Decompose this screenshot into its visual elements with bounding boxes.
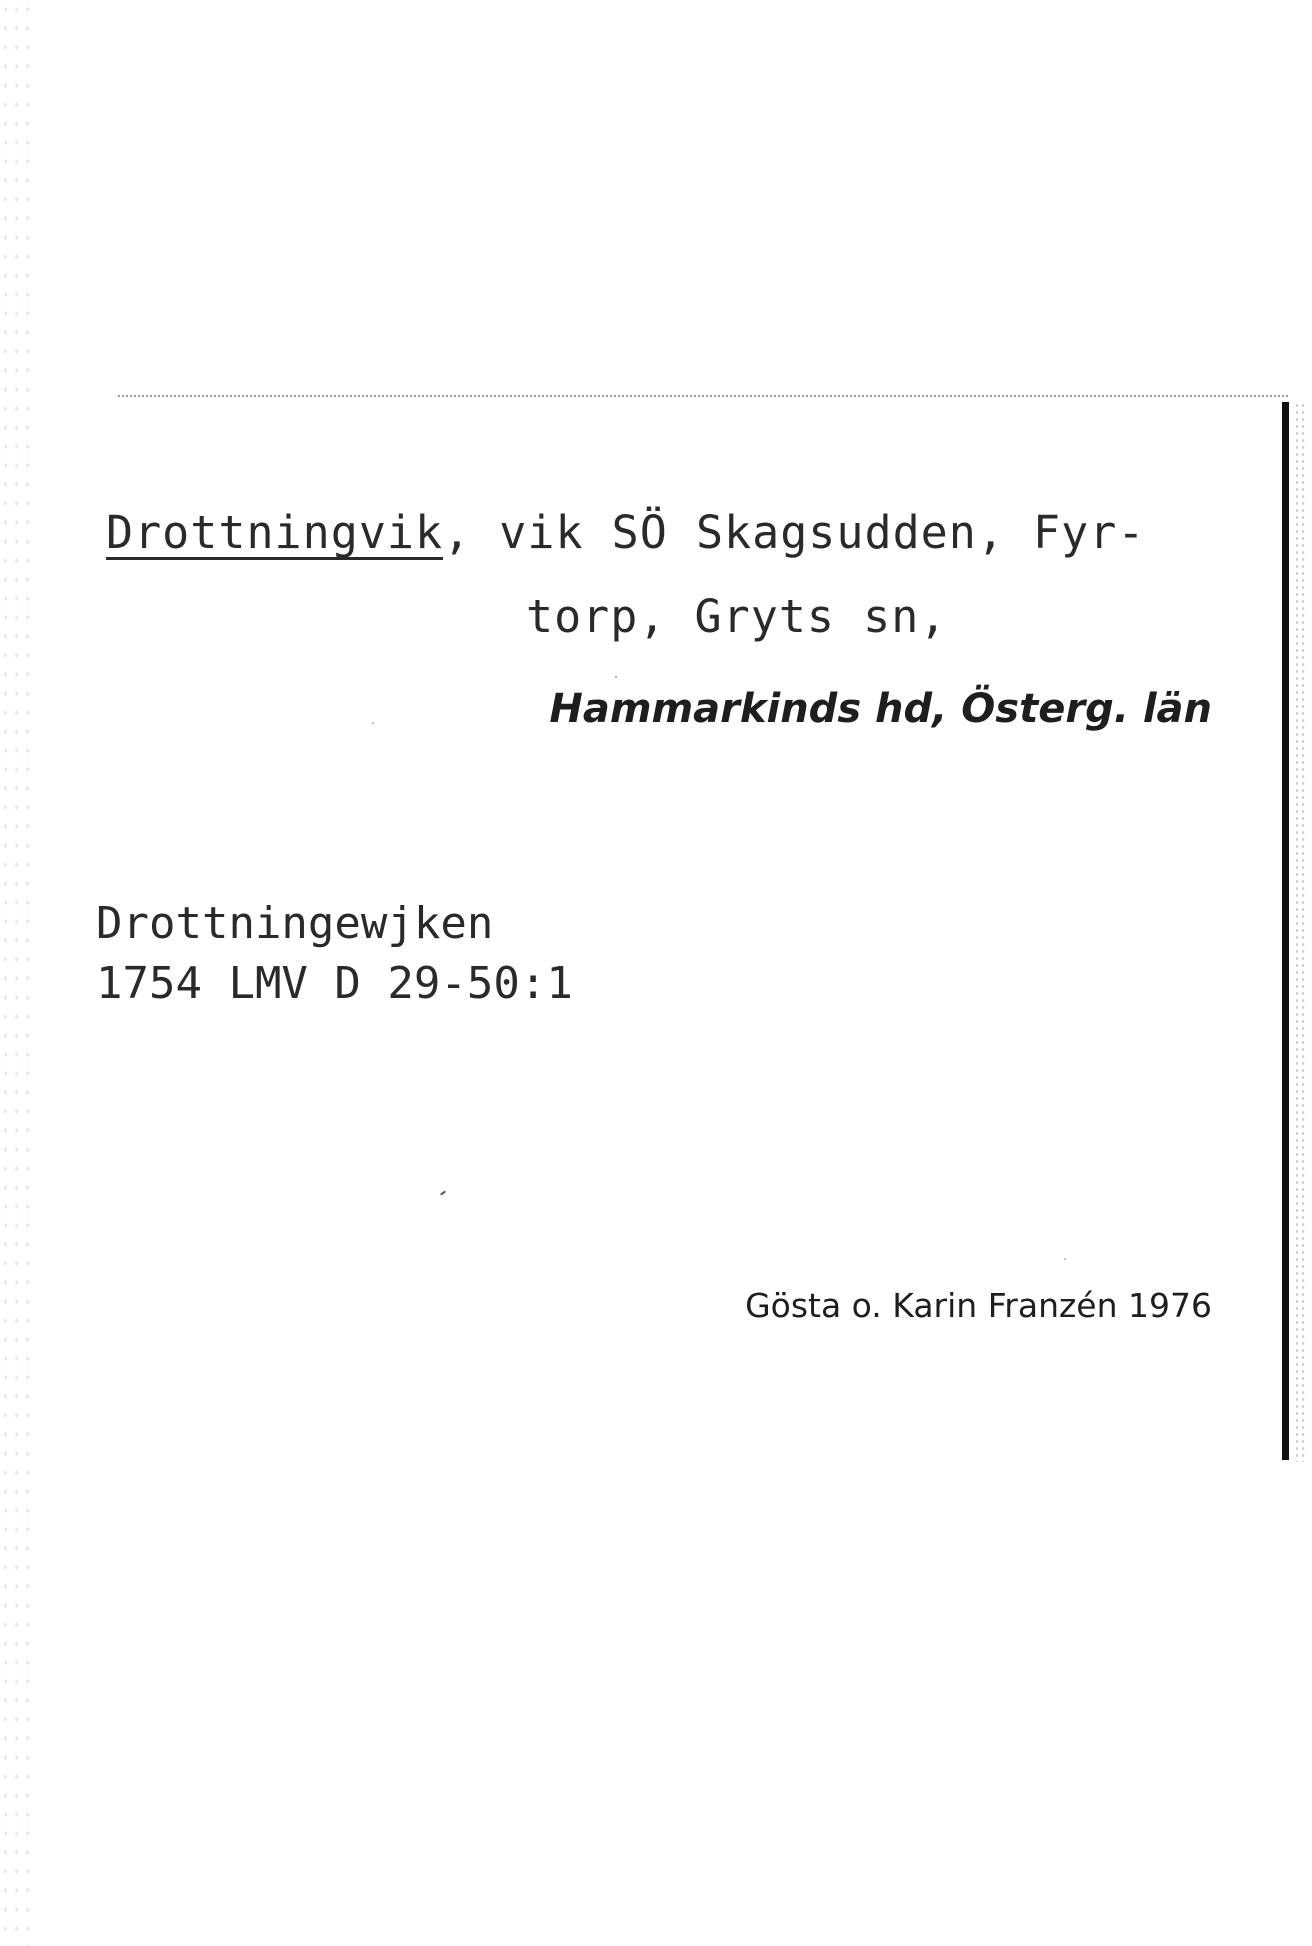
entry-line-1: [106, 506, 1145, 560]
historical-source-reference: 1754 LMV D 29-50:1: [96, 958, 573, 1009]
scan-speck: [1064, 1258, 1066, 1260]
district-stamp: Hammarkinds hd, Österg. län: [549, 686, 1212, 732]
scan-speck: [372, 722, 374, 724]
entry-line-2: torp, Gryts sn,: [526, 590, 948, 643]
scan-noise-right: [1294, 402, 1308, 1462]
historical-name-form: Drottningewjken: [96, 898, 494, 949]
card-top-edge: [118, 395, 1288, 397]
headword: Drottningvik: [106, 506, 444, 559]
scan-noise-left: [0, 0, 30, 1946]
card-right-edge: [1282, 402, 1289, 1460]
entry-description: , vik SÖ Skagsudden, Fyr-: [443, 506, 1146, 559]
collector-stamp: Gösta o. Karin Franzén 1976: [745, 1286, 1212, 1325]
scan-speck: [440, 1190, 446, 1195]
scan-speck: [615, 676, 617, 678]
